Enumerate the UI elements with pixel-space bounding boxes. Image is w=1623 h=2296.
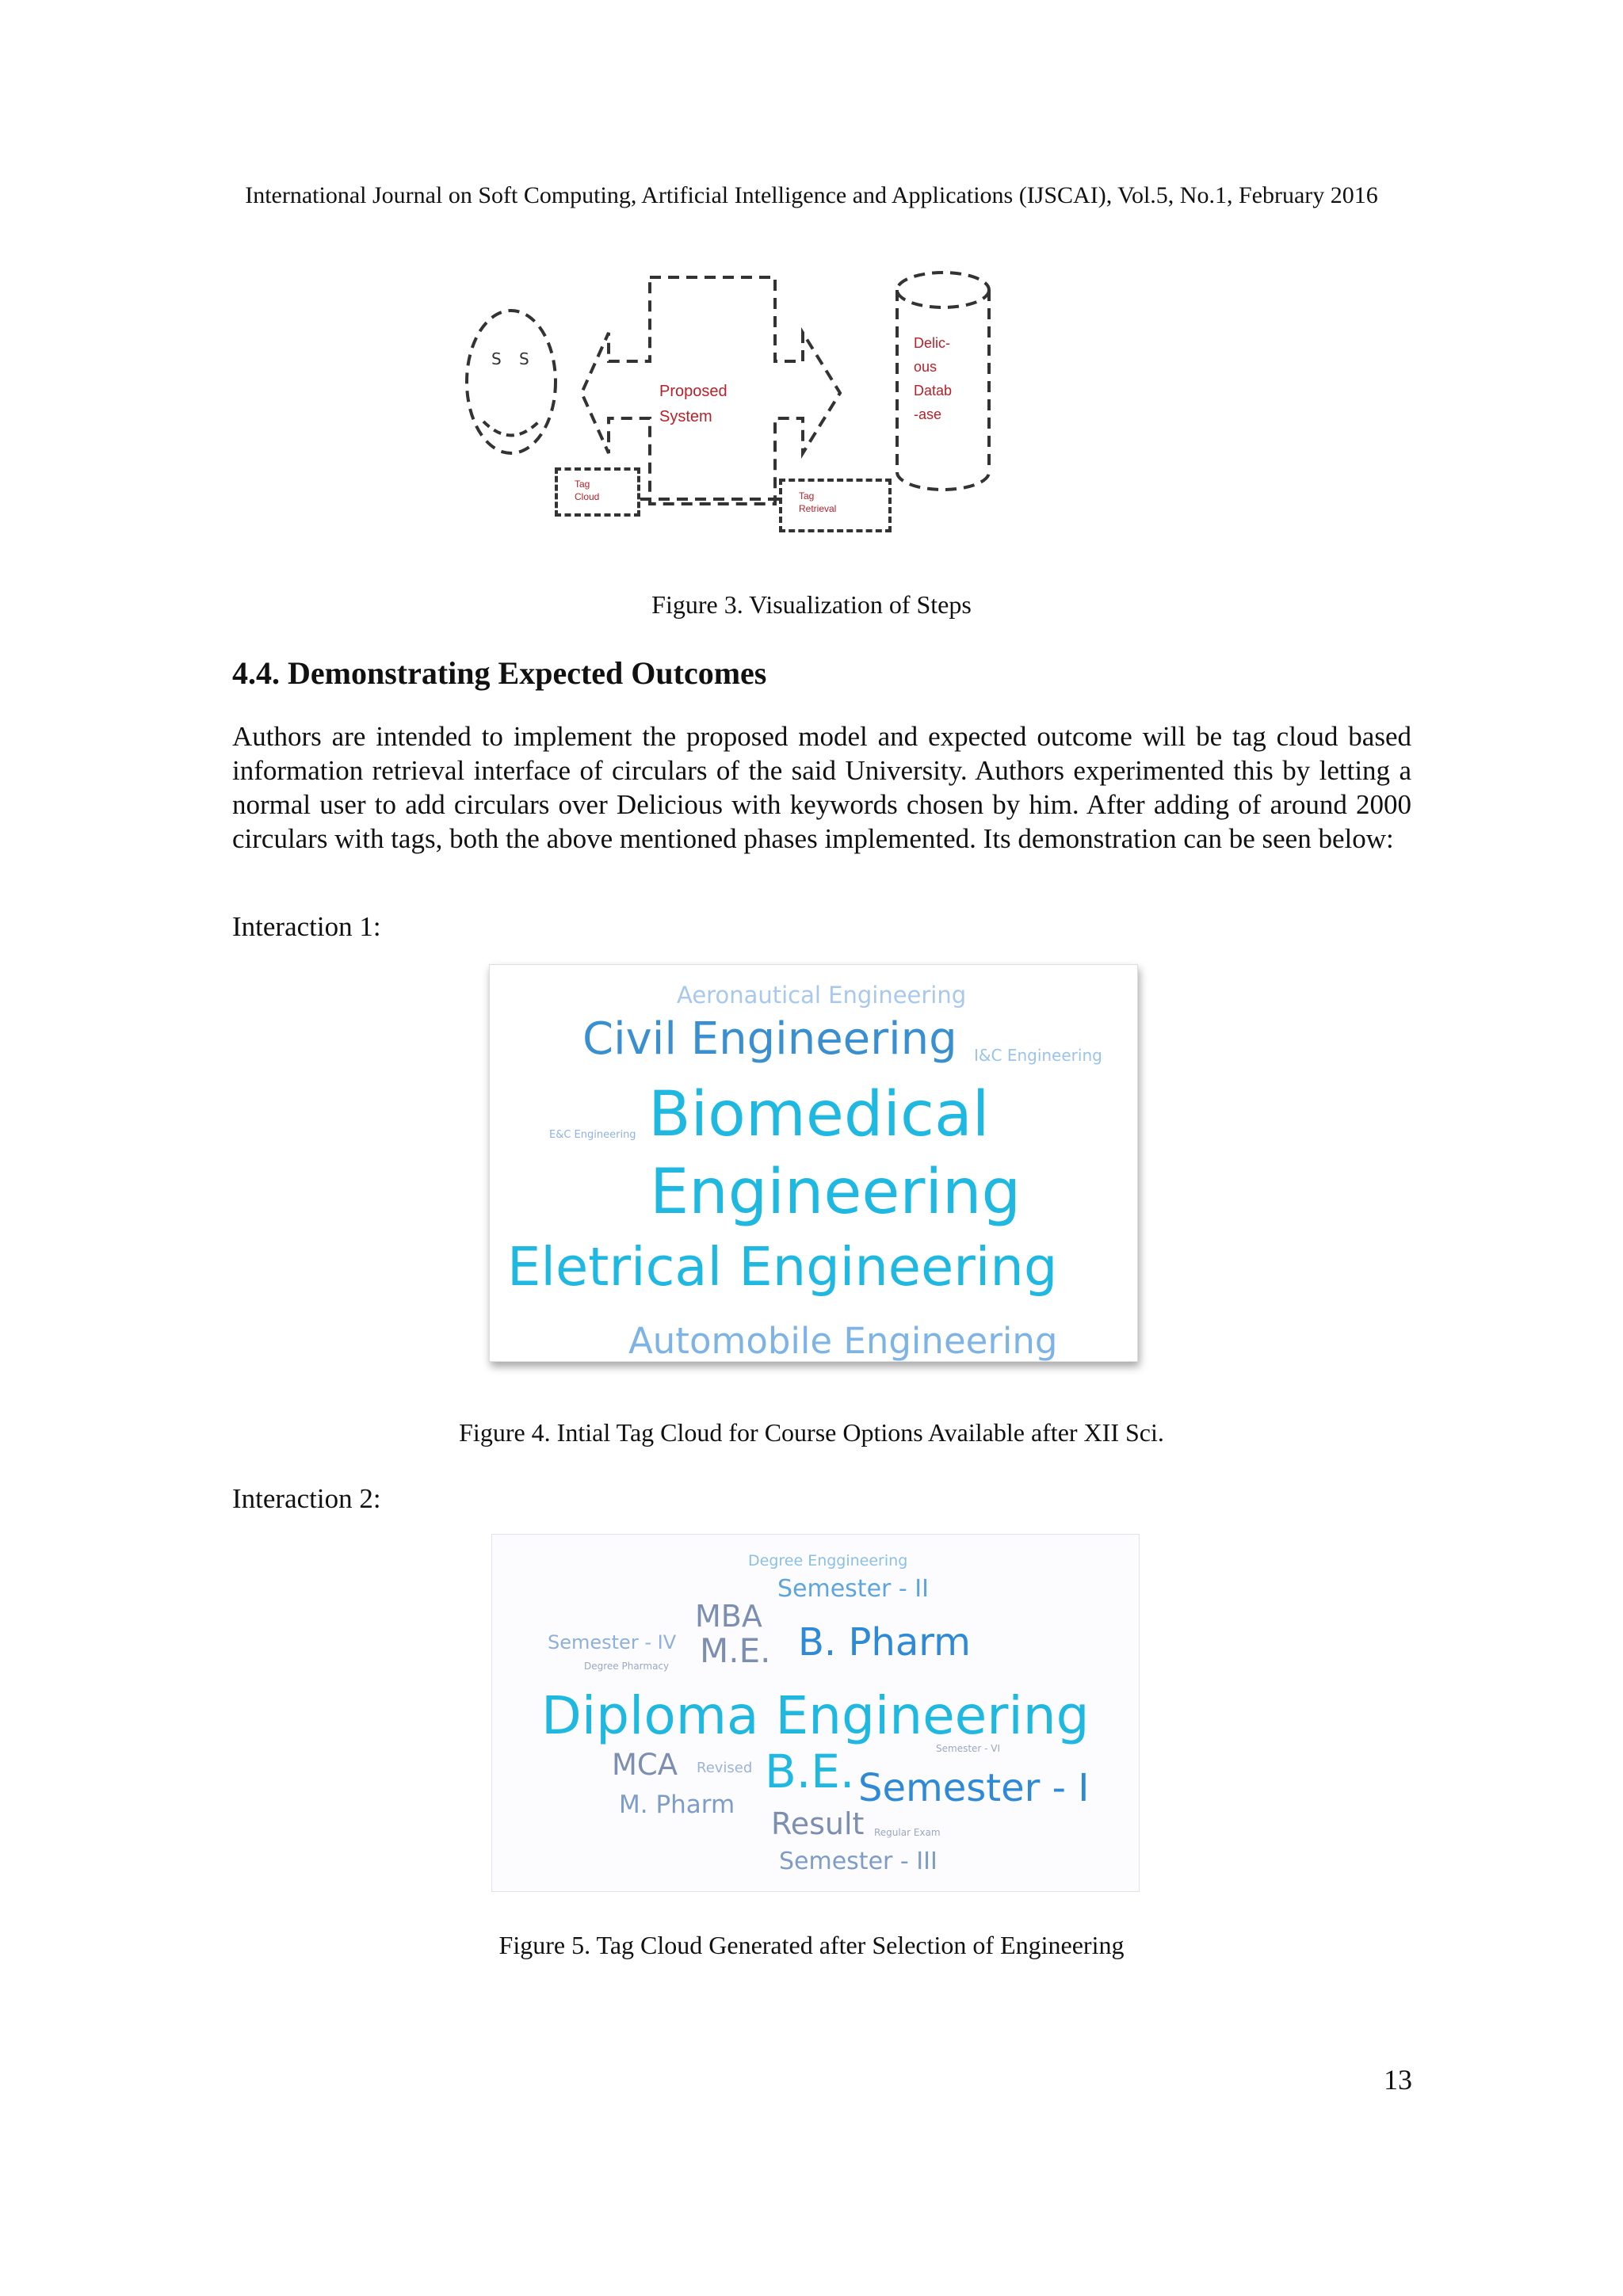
tag-revised[interactable]: Revised xyxy=(697,1760,753,1776)
tag-me[interactable]: M.E. xyxy=(700,1631,771,1670)
figure5-caption: Figure 5. Tag Cloud Generated after Selection of Engineering xyxy=(498,1931,1125,1959)
tag-biomedical[interactable]: Biomedical xyxy=(648,1079,990,1150)
tag-ic-engineering[interactable]: I&C Engineering xyxy=(974,1046,1102,1065)
tag-degree-engineering[interactable]: Degree Enggineering xyxy=(748,1552,908,1569)
svg-text:S: S xyxy=(519,349,529,368)
body-paragraph: Authors are intended to implement the proposed model and expected outcome will be tag cloud based information retrieval interface of circulars of the said University. Authors experimented this by letting a normal user to add circulars over Delicious with keywords chosen by him. After adding of around 2000 circulars with tags, both the above mentioned phases implemented. Its demonstration can be seen below: xyxy=(232,721,1411,854)
interaction2-label: Interaction 2: xyxy=(232,1483,381,1514)
interaction1-label: Interaction 1: xyxy=(232,911,381,942)
database-label: Delic- ous Datab -ase xyxy=(914,335,953,422)
figure4-caption: Figure 4. Intial Tag Cloud for Course Options Available after XII Sci. xyxy=(459,1418,1164,1447)
tag-automobile-engineering[interactable]: Automobile Engineering xyxy=(628,1320,1058,1361)
figure3-caption: Figure 3. Visualization of Steps xyxy=(651,590,972,619)
tag-m-pharm[interactable]: M. Pharm xyxy=(619,1791,735,1819)
tag-aeronautical-engineering[interactable]: Aeronautical Engineering xyxy=(677,982,967,1009)
svg-text:S: S xyxy=(491,349,502,368)
tag-clip xyxy=(490,1314,1137,1361)
user-smiley-icon xyxy=(460,303,563,461)
section-heading: 4.4. Demonstrating Expected Outcomes xyxy=(232,655,767,691)
tag-retrieval-box-label: Tag Retrieval xyxy=(799,490,837,514)
tag-ec-engineering[interactable]: E&C Engineering xyxy=(549,1129,636,1141)
tag-semester-1[interactable]: Semester - I xyxy=(858,1766,1090,1810)
tag-cloud-box-label: Tag Cloud xyxy=(575,479,600,502)
tag-cloud-figure5 xyxy=(491,1534,1140,1892)
tag-semester-3[interactable]: Semester - III xyxy=(779,1848,938,1875)
tag-semester-6[interactable]: Semester - VI xyxy=(936,1743,1001,1754)
tag-b-pharm[interactable]: B. Pharm xyxy=(798,1620,971,1665)
tag-electrical-engineering[interactable]: Eletrical Engineering xyxy=(507,1236,1058,1298)
tag-degree-pharmacy[interactable]: Degree Pharmacy xyxy=(584,1661,670,1672)
tag-semester-4[interactable]: Semester - IV xyxy=(548,1631,677,1653)
connector-line xyxy=(640,496,783,504)
tag-regular-exam[interactable]: Regular Exam xyxy=(874,1827,941,1838)
tag-mca[interactable]: MCA xyxy=(612,1748,678,1782)
tag-semester-2[interactable]: Semester - II xyxy=(777,1575,929,1603)
tag-biomedical-engineering[interactable]: Engineering xyxy=(650,1157,1021,1228)
tag-be[interactable]: B.E. xyxy=(765,1745,855,1798)
running-header: International Journal on Soft Computing, Artificial Intelligence and Applications (IJSCAI), Vol.5, No.1, February 2016 xyxy=(245,182,1378,208)
tag-result[interactable]: Result xyxy=(771,1806,865,1841)
tag-mba[interactable]: MBA xyxy=(695,1599,762,1634)
tag-cloud-figure4 xyxy=(489,964,1138,1362)
proposed-system-label: Proposed System xyxy=(659,383,727,425)
tag-civil-engineering[interactable]: Civil Engineering xyxy=(582,1013,957,1065)
page-number: 13 xyxy=(1384,2064,1412,2096)
tag-diploma-engineering[interactable]: Diploma Engineering xyxy=(541,1685,1090,1746)
